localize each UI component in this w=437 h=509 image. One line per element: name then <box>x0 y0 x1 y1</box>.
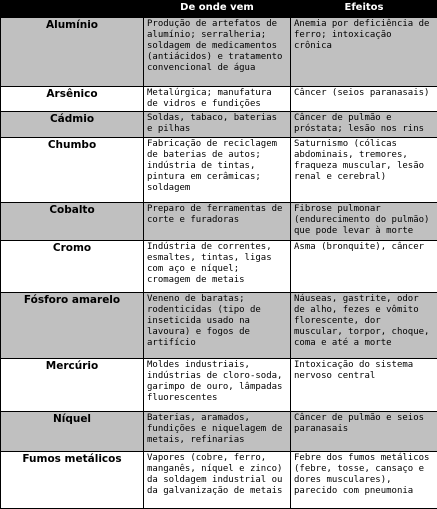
metal-effects: Anemia por deficiência de ferro; intoxicação crônica <box>291 18 437 87</box>
metal-name: Níquel <box>1 411 144 451</box>
metal-name: Chumbo <box>1 138 144 203</box>
header-blank <box>1 1 144 18</box>
metal-name: Arsênico <box>1 86 144 111</box>
metal-effects: Câncer de pulmão e seios paranasais <box>291 411 437 451</box>
table-row <box>1 241 437 293</box>
header-source: De onde vem <box>144 1 291 18</box>
metal-effects: Fibrose pulmonar (endurecimento do pulmão) que pode levar à morte <box>291 202 437 240</box>
table-row <box>1 138 437 203</box>
metal-effects: Náuseas, gastrite, odor de alho, fezes e vômito florescente, dor muscular, torpor, choque, coma e até a morte <box>291 292 437 359</box>
metal-effects: Febre dos fumos metálicos (febre, tosse, cansaço e dores musculares), parecido com pneumonia <box>291 452 437 509</box>
metal-source: Soldas, tabaco, baterias e pilhas <box>144 111 291 137</box>
metal-effects: Câncer de pulmão e próstata; lesão nos rins <box>291 111 437 137</box>
metal-name: Cádmio <box>1 111 144 137</box>
metal-source: Fabricação de reciclagem de baterias de autos; indústria de tintas, pintura em cerâmicas; soldagem <box>144 138 291 203</box>
metal-name: Fósforo amarelo <box>1 292 144 359</box>
header-row <box>1 1 437 18</box>
metal-source: Moldes industriais, indústrias de cloro-soda, garimpo de ouro, lâmpadas fluorescentes <box>144 359 291 412</box>
metal-name: Alumínio <box>1 18 144 87</box>
metal-source: Veneno de baratas; rodenticidas (tipo de inseticida usado na lavoura) e fogos de artifício <box>144 292 291 359</box>
metal-source: Indústria de correntes, esmaltes, tintas, ligas com aço e níquel; cromagem de metais <box>144 241 291 293</box>
metal-effects: Intoxicação do sistema nervoso central <box>291 359 437 412</box>
metal-name: Fumos metálicos <box>1 452 144 509</box>
metal-source: Produção de artefatos de alumínio; serralheria; soldagem de medicamentos (antiácidos) e tratamento convencional de água <box>144 18 291 87</box>
table-row <box>1 18 437 87</box>
table-row <box>1 359 437 412</box>
metal-name: Cromo <box>1 241 144 293</box>
table-row <box>1 292 437 359</box>
table-row <box>1 202 437 240</box>
table-row <box>1 86 437 111</box>
metal-effects: Asma (bronquite), câncer <box>291 241 437 293</box>
table-row <box>1 452 437 509</box>
metal-effects: Câncer (seios paranasais) <box>291 86 437 111</box>
metal-source: Vapores (cobre, ferro, manganês, níquel e zinco) da soldagem industrial ou da galvanização de metais <box>144 452 291 509</box>
metal-effects: Saturnismo (cólicas abdominais, tremores, fraqueza muscular, lesão renal e cerebral) <box>291 138 437 203</box>
metal-source: Metalúrgica; manufatura de vidros e fundições <box>144 86 291 111</box>
table-row <box>1 411 437 451</box>
metal-name: Mercúrio <box>1 359 144 412</box>
table-row <box>1 111 437 137</box>
header-effects: Efeitos <box>291 1 437 18</box>
metal-source: Preparo de ferramentas de corte e furadoras <box>144 202 291 240</box>
metal-source: Baterias, aramados, fundições e niquelagem de metais, refinarias <box>144 411 291 451</box>
metal-name: Cobalto <box>1 202 144 240</box>
